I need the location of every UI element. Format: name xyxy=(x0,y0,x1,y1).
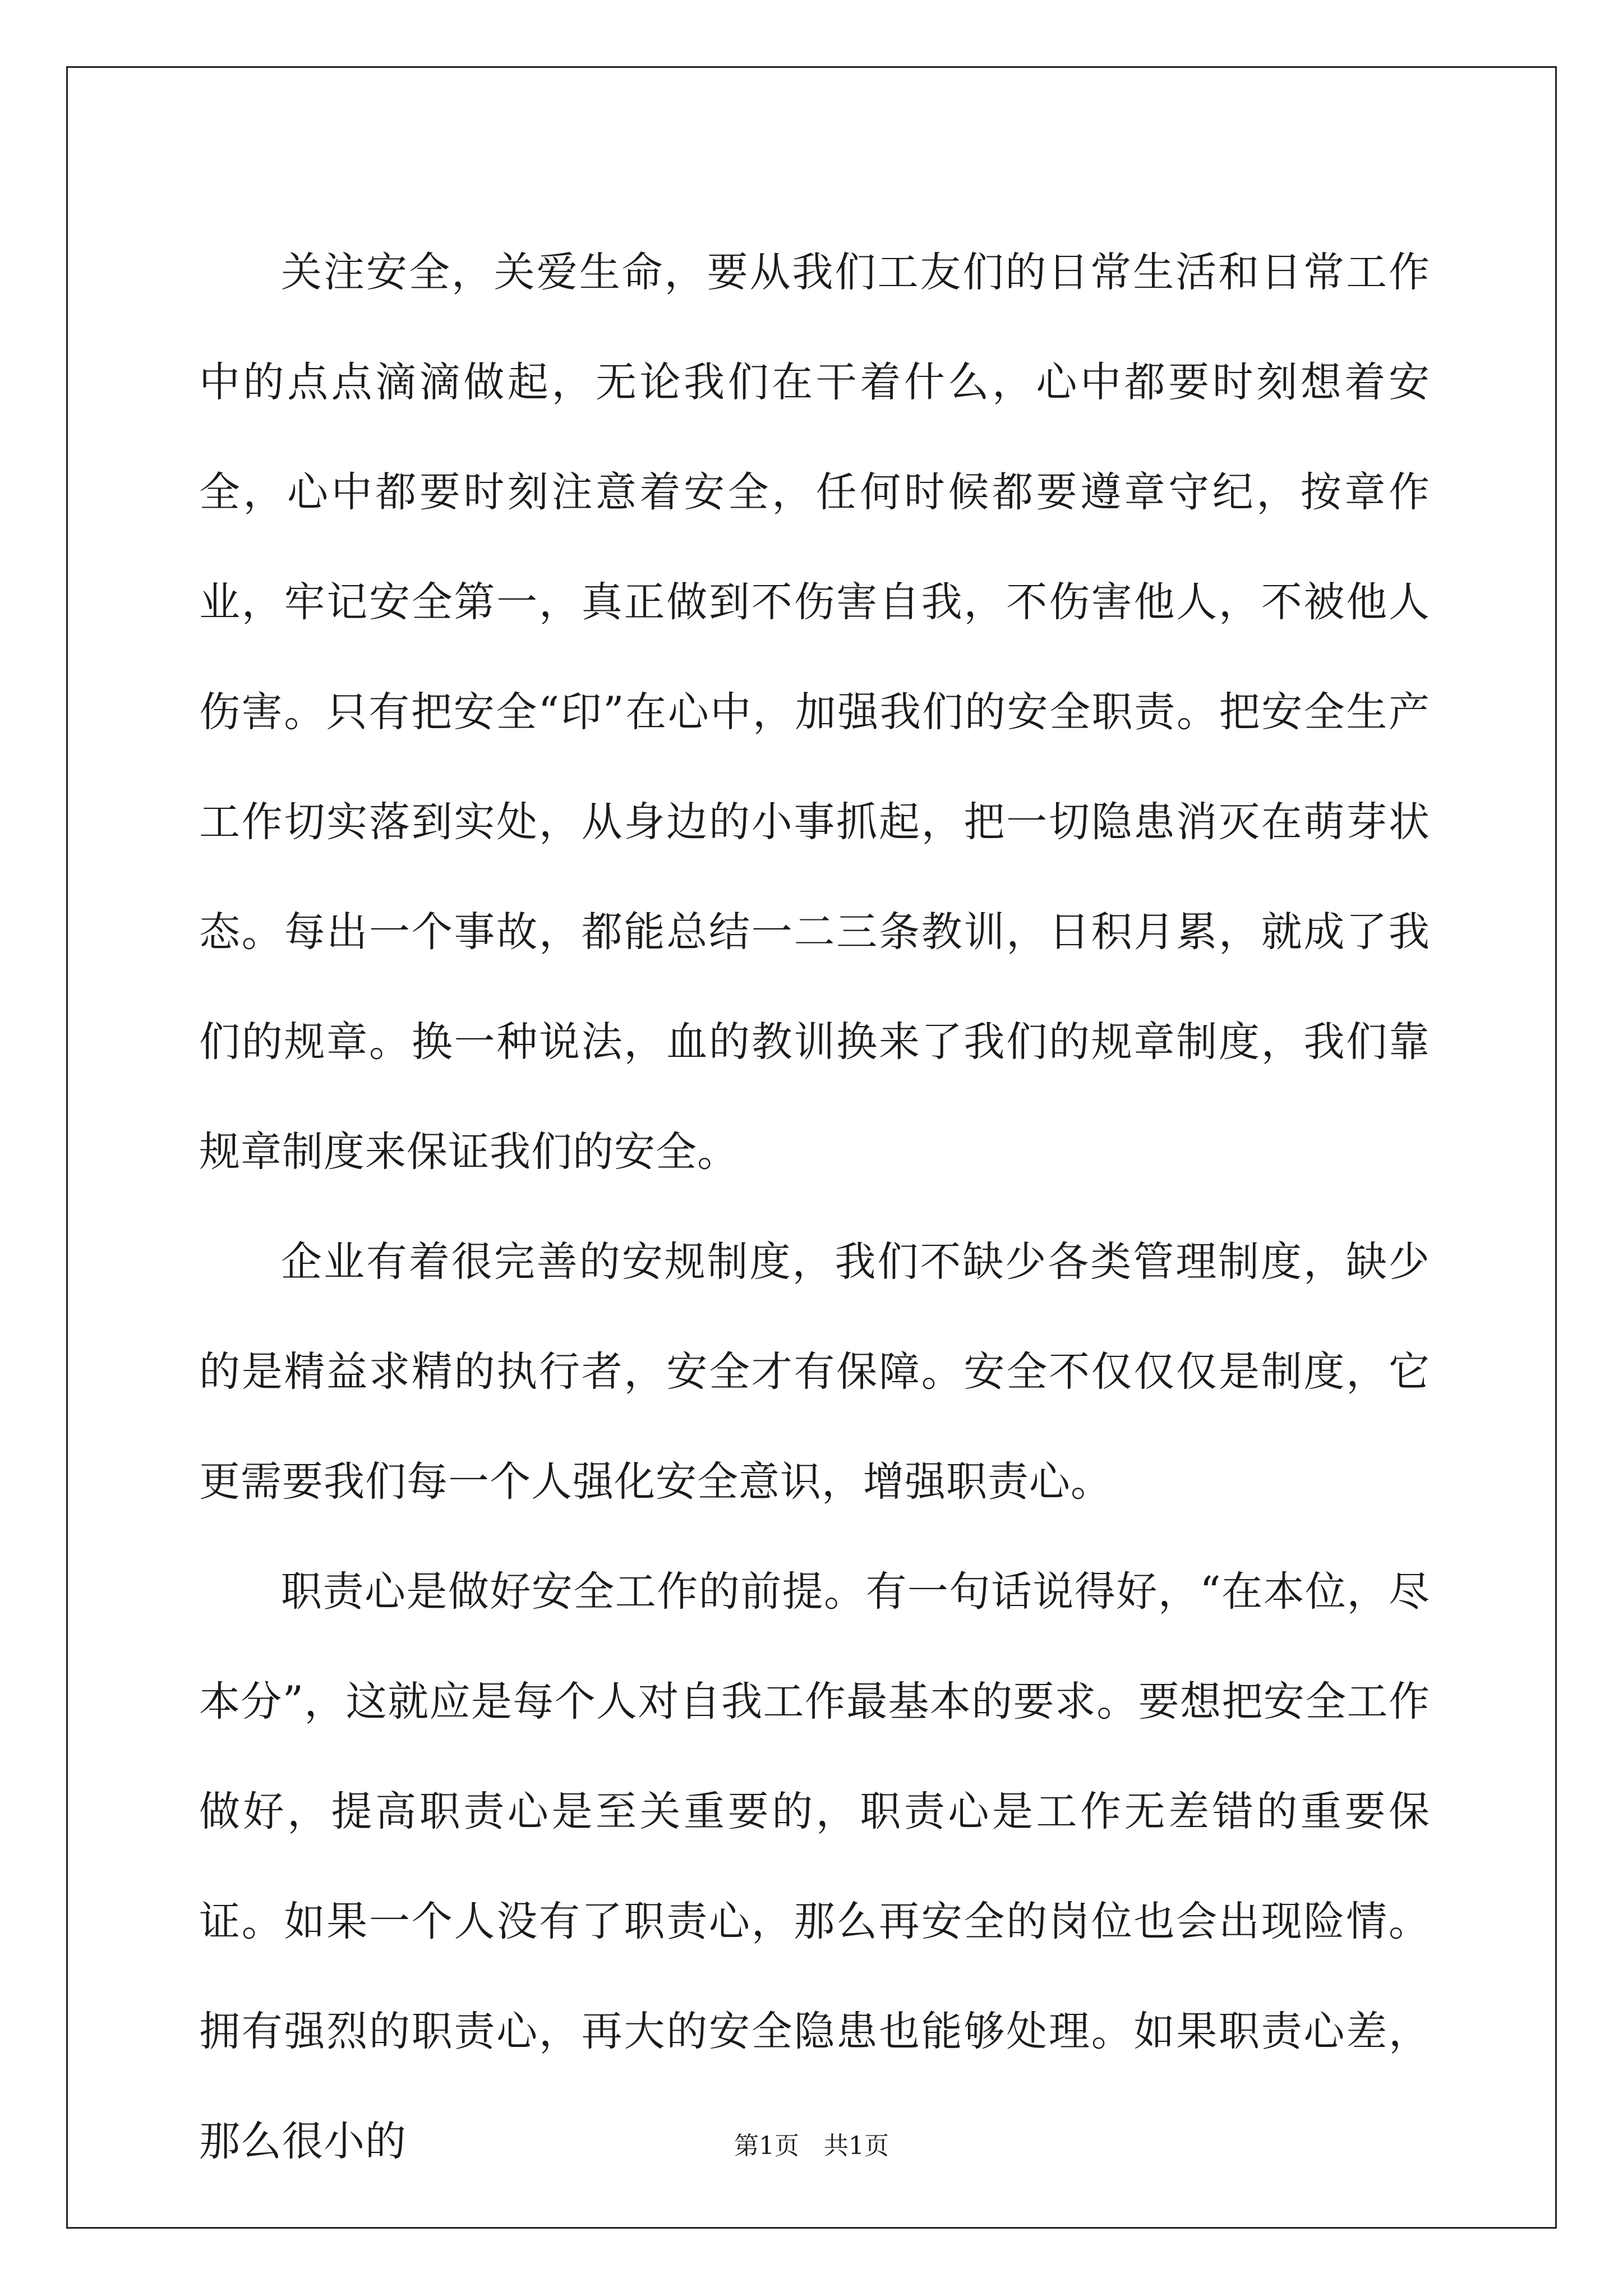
paragraph-2: 企业有着很完善的安规制度，我们不缺少各类管理制度，缺少的是精益求精的执行者，安全才有保障。安全不仅仅仅是制度，它更需要我们每一个人强化安全意识，增强职责心。 xyxy=(199,1238,1430,1506)
page-number-footer: 第1页 共1页 xyxy=(734,2132,889,2160)
paragraph-1: 关注安全，关爱生命，要从我们工友们的日常生活和日常工作中的点点滴滴做起，无论我们在干着什么，心中都要时刻想着安全，心中都要时刻注意着安全，任何时候都要遵章守纪，按章作业，牢记安全第一，真正做到不伤害自我，不伤害他人，不被他人伤害。只有把安全“印”在心中，加强我们的安全职责。把安全生产工作切实落到实处，从身边的小事抓起，把一切隐患消灭在萌芽状态。每出一个事故，都能总结一二三条教训，日积月累，就成了我们的规章。换一种说法，血的教训换来了我们的规章制度，我们靠规章制度来保证我们的安全。 xyxy=(199,249,1430,1176)
paragraph-3: 职责心是做好安全工作的前提。有一句话说得好，“在本位，尽本分”，这就应是每个人对自我工作最基本的要求。要想把安全工作做好，提高职责心是至关重要的，职责心是工作无差错的重要保证。如果一个人没有了职责心，那么再安全的岗位也会出现险情。拥有强烈的职责心，再大的安全隐患也能够处理。如果职责心差，那么很小的 xyxy=(199,1568,1430,2165)
document-body xyxy=(199,218,1430,2197)
